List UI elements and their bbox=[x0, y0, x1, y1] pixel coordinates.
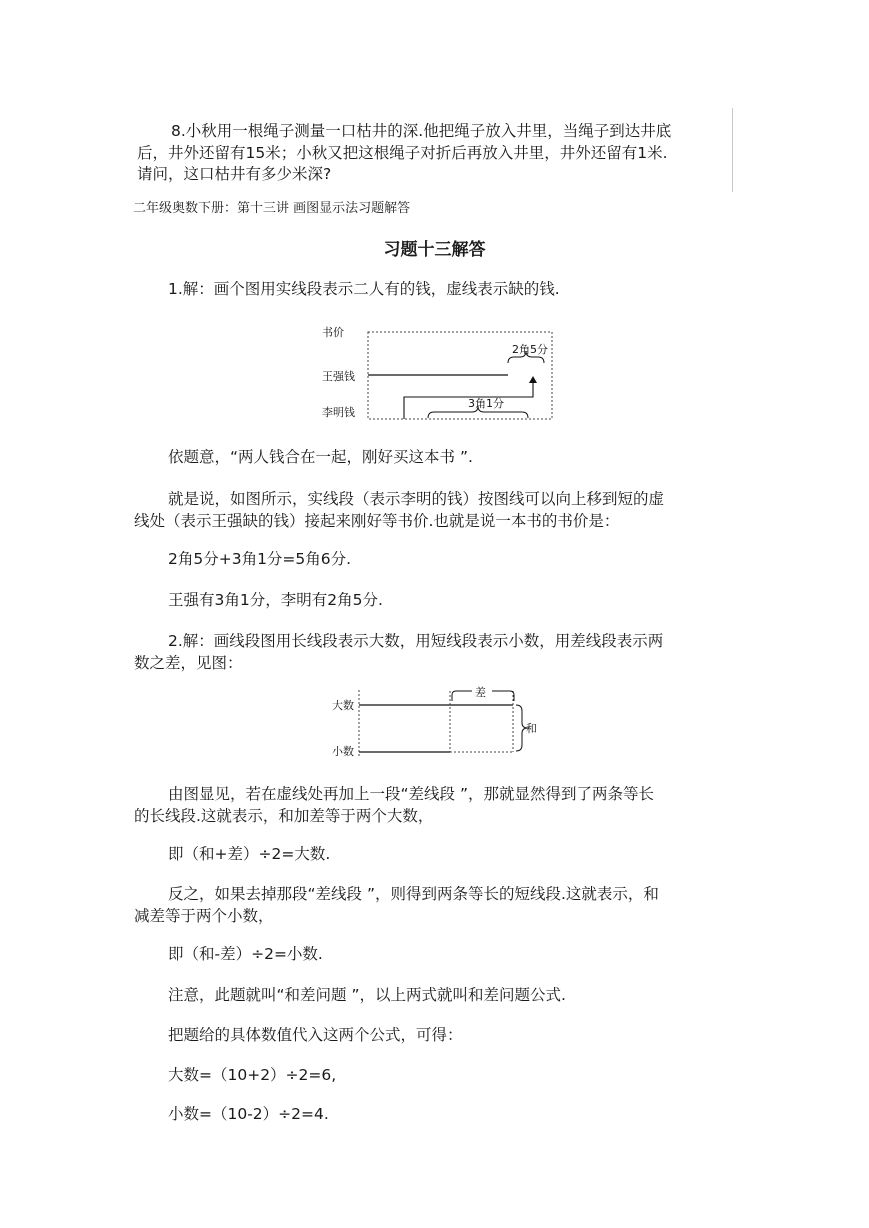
fig1-label-li: 李明钱 bbox=[322, 406, 355, 419]
s1-p2a: 就是说，如图所示，实线段（表示李明的钱）按图线可以向上移到短的虚 bbox=[168, 490, 665, 508]
margin-rule bbox=[732, 108, 733, 192]
s2-p3a: 反之，如果去掉那段“差线段 ”，则得到两条等长的短线段.这就表示，和 bbox=[168, 885, 659, 903]
problem8-line1: 8.小秋用一根绳子测量一口枯井的深.他把绳子放入井里，当绳子到达井底 bbox=[171, 122, 672, 140]
problem8-line2: 后，井外还留有15米；小秋又把这根绳子对折后再放入井里，井外还留有1米. bbox=[137, 144, 668, 162]
figure-sum-difference bbox=[330, 686, 560, 766]
s2-p1a: 由图显见，若在虚线处再加上一段“差线段 ”，那就显然得到了两条等长 bbox=[168, 785, 654, 803]
s2-p1b: 的长线段.这就表示，和加差等于两个大数， bbox=[134, 807, 434, 825]
s2-p6: 把题给的具体数值代入这两个公式，可得： bbox=[168, 1026, 463, 1044]
problem8-line3: 请问，这口枯井有多少米深? bbox=[137, 165, 332, 183]
s1-p4: 王强有3角1分，李明有2角5分. bbox=[168, 591, 383, 609]
fig2-label-small: 小数 bbox=[332, 745, 354, 758]
fig2-label-big: 大数 bbox=[332, 699, 354, 712]
fig1-brace-bottom-label: 3角1分 bbox=[468, 397, 504, 410]
figure-book-price bbox=[320, 322, 560, 427]
s1-p1: 依题意，“两人钱合在一起，刚好买这本书 ”. bbox=[168, 448, 473, 466]
fig2-label-sum: 和 bbox=[526, 722, 537, 735]
s2-p7: 大数=（10+2）÷2=6, bbox=[168, 1066, 337, 1084]
s2-p5: 注意，此题就叫“和差问题 ”，以上两式就叫和差问题公式. bbox=[168, 986, 566, 1004]
s2-p3b: 减差等于两个小数， bbox=[134, 907, 274, 925]
s2-p8: 小数=（10-2）÷2=4. bbox=[168, 1105, 329, 1123]
s1-p2b: 线处（表示王强缺的钱）接起来刚好等书价.也就是说一本书的书价是： bbox=[134, 512, 620, 530]
page-title: 习题十三解答 bbox=[383, 240, 486, 260]
fig1-arrow-head bbox=[529, 376, 537, 383]
fig2-label-diff: 差 bbox=[475, 686, 486, 699]
running-header: 二年级奥数下册：第十三讲 画图显示法习题解答 bbox=[133, 201, 411, 216]
s1-p3: 2角5分+3角1分=5角6分. bbox=[168, 550, 352, 568]
s2-p2: 即（和+差）÷2=大数. bbox=[168, 845, 331, 863]
s2-intro-a: 2.解：画线段图用长线段表示大数，用短线段表示小数，用差线段表示两 bbox=[168, 632, 664, 650]
s2-intro-b: 数之差，见图： bbox=[134, 654, 243, 672]
s2-p4: 即（和-差）÷2=小数. bbox=[168, 945, 323, 963]
fig1-label-wang: 王强钱 bbox=[322, 370, 355, 383]
s1-intro: 1.解：画个图用实线段表示二人有的钱，虚线表示缺的钱. bbox=[168, 280, 560, 298]
fig1-brace-top-label: 2角5分 bbox=[512, 343, 548, 356]
fig1-label-price: 书价 bbox=[322, 326, 344, 339]
